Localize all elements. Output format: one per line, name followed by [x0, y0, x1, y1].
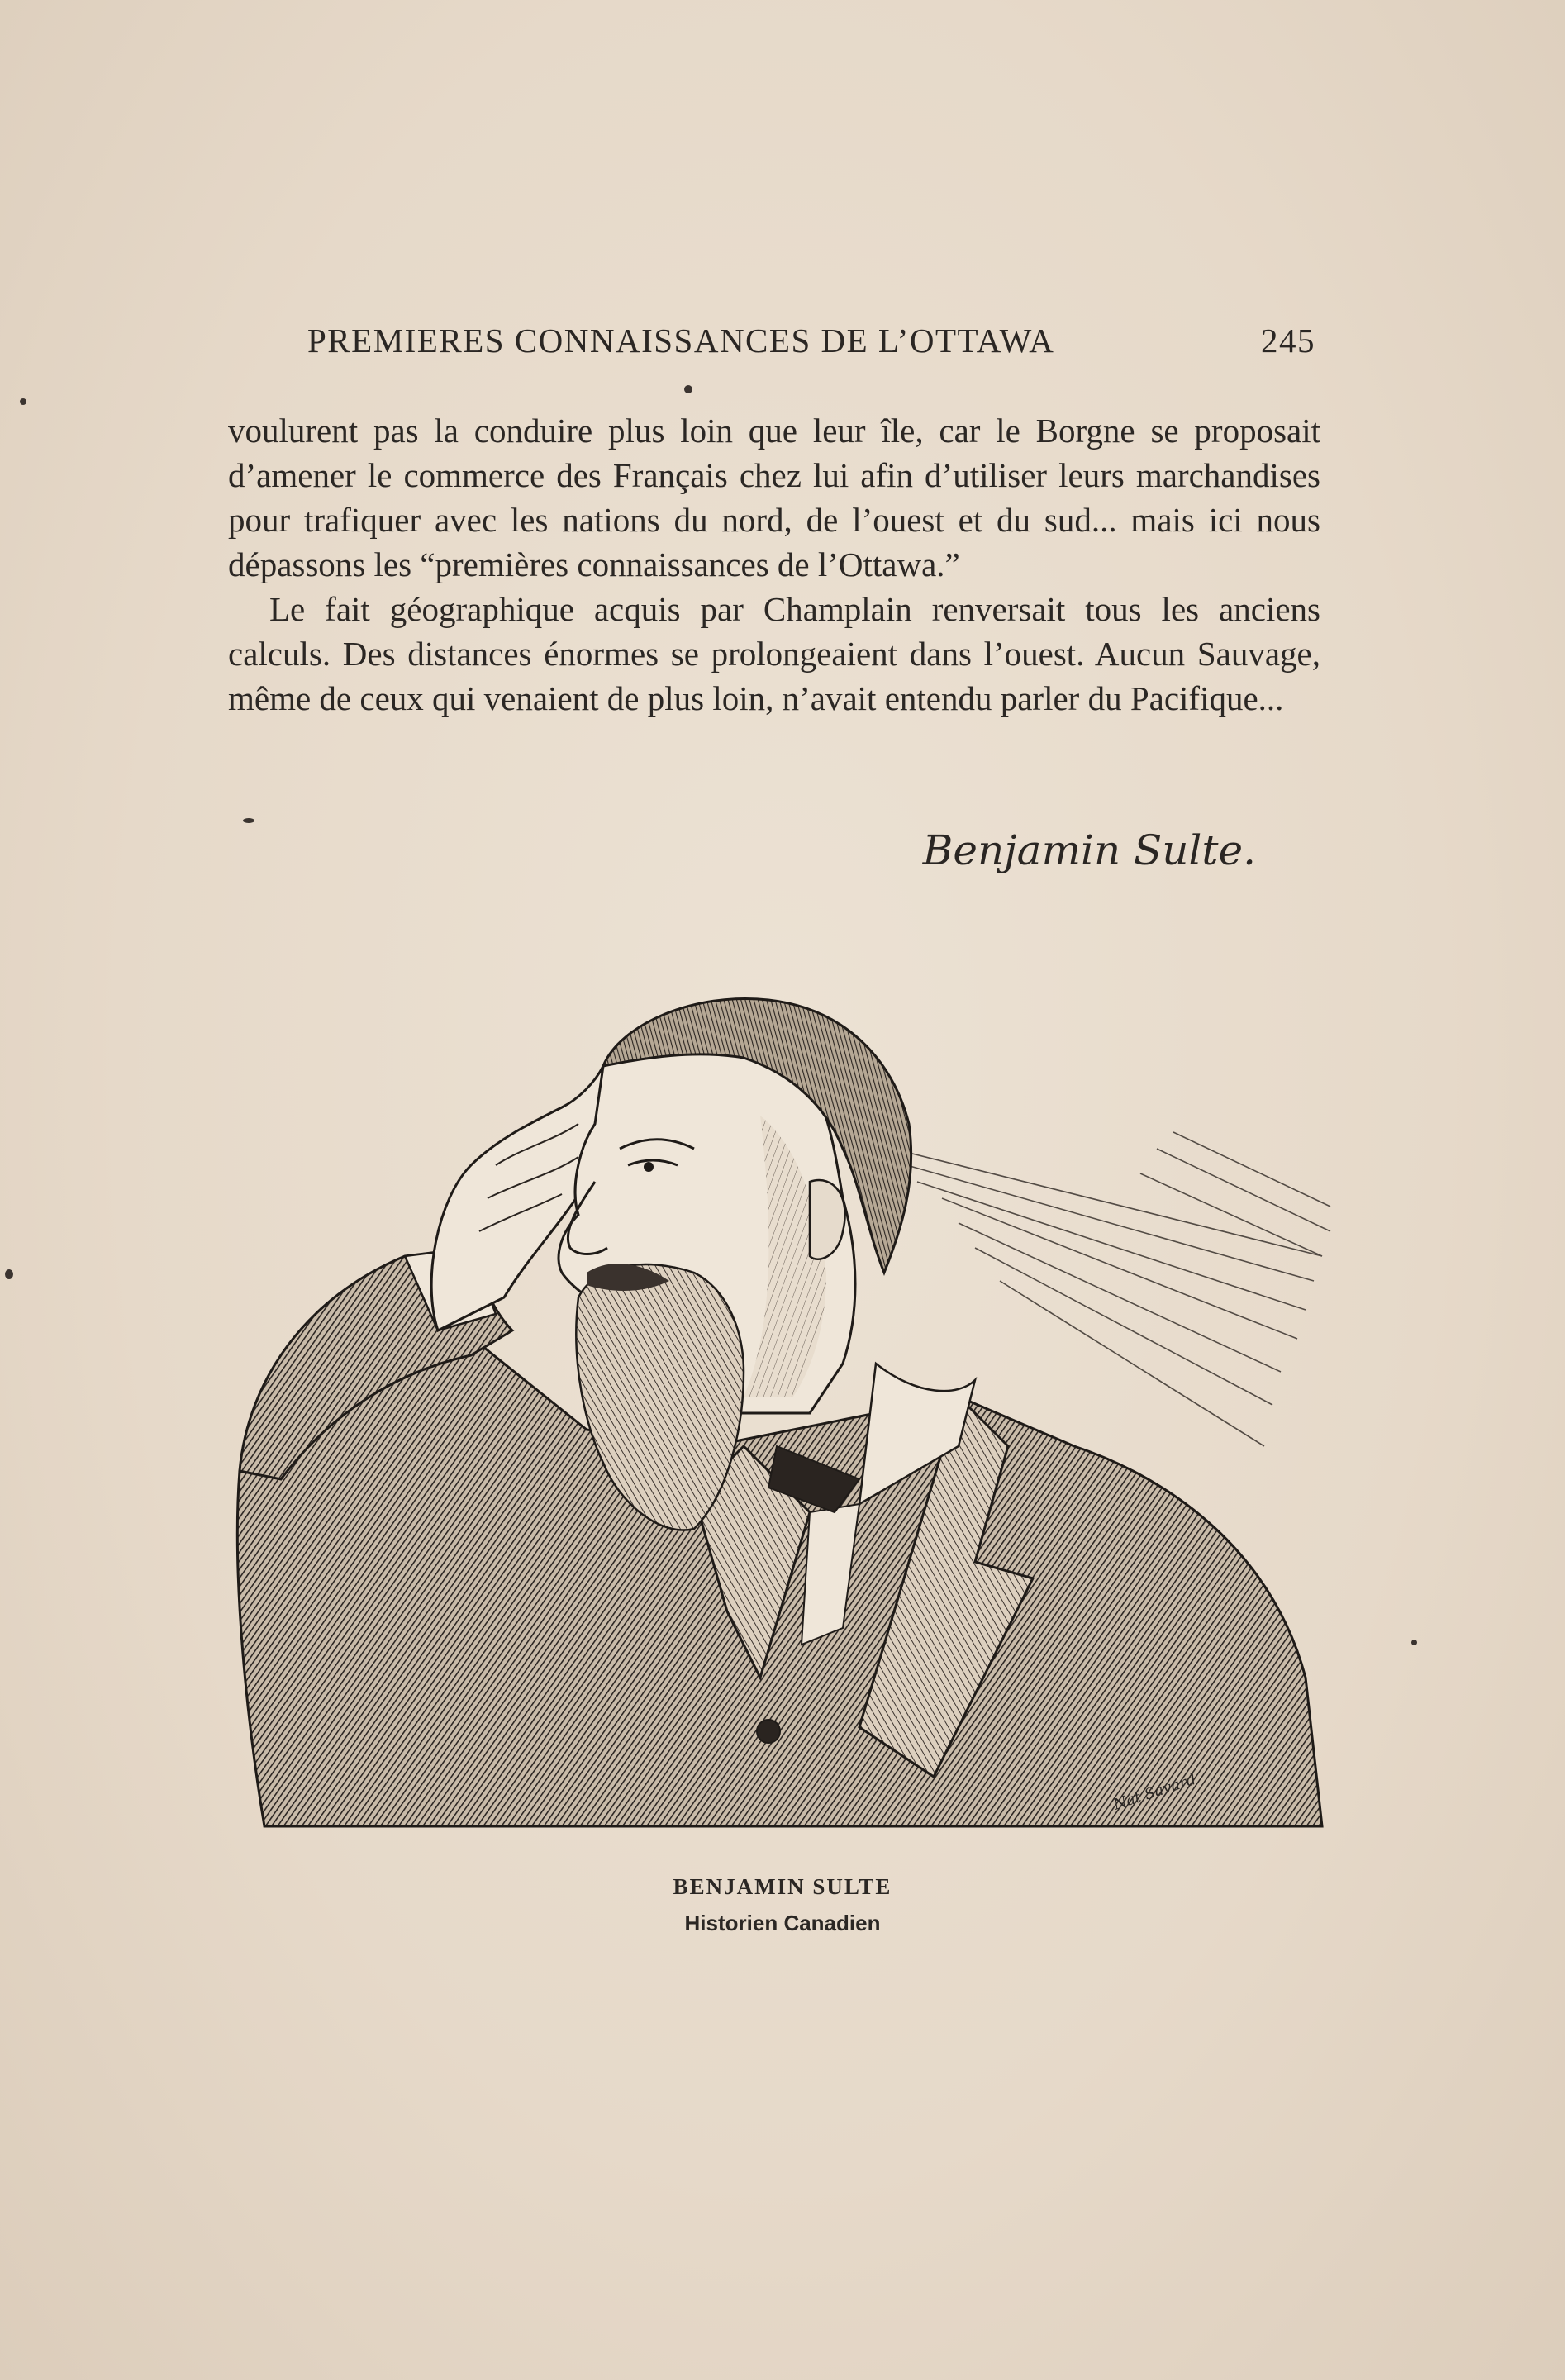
page-number: 245	[1261, 321, 1315, 359]
body-text	[228, 408, 1320, 721]
page-speck	[243, 818, 254, 823]
engraver-mark: Nat Savard	[1111, 1770, 1199, 1814]
portrait-engraving	[231, 983, 1339, 1859]
author-signature: Benjamin Sulte.	[922, 826, 1256, 874]
page-speck	[684, 385, 692, 393]
figure-caption-name: BENJAMIN SULTE	[673, 1874, 892, 1899]
figure-caption-subtitle: Historien Canadien	[684, 1911, 881, 1935]
running-title: PREMIERES CONNAISSANCES DE L’OTTAWA	[307, 321, 1055, 359]
page-speck	[5, 1269, 13, 1279]
paragraph: Le fait géographique acquis par Champlain renversait tous les anciens calculs. Des distances énormes se prolongeaient dans l’ouest. Aucun Sauvage, même de ceux qui venaient de plus loin, n’avait entendu parler du Pacifique...	[228, 590, 1320, 717]
page-speck	[20, 398, 26, 405]
running-header	[307, 321, 1315, 360]
paragraph: voulurent pas la conduire plus loin que leur île, car le Borgne se proposait d’amener le commerce des Français chez lui afin d’utiliser leurs marchandises pour trafiquer avec les nations du nord, de l’ouest et du sud... mais ici nous dépassons les “premières connaissances de l’Ottawa.”	[228, 412, 1320, 583]
page-speck	[1411, 1640, 1417, 1645]
